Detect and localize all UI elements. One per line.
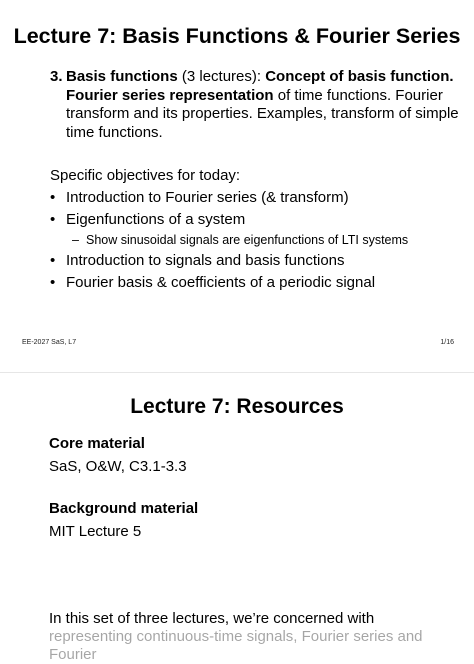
- slide-2: [0, 373, 474, 663]
- topic-bold-1: Basis functions: [66, 68, 178, 85]
- intro-line-1: In this set of three lectures, we’re concerned with: [49, 610, 375, 627]
- background-material-heading: Background material: [49, 500, 199, 517]
- objectives-section: [50, 166, 460, 293]
- list-item: [50, 188, 460, 208]
- bullet-icon: •: [50, 211, 56, 228]
- bullet-text: Introduction to Fourier series (& transform): [66, 189, 349, 206]
- core-material-text: SaS, O&W, C3.1-3.3: [49, 458, 187, 475]
- bullet-text: Introduction to signals and basis functions: [66, 252, 345, 269]
- bullet-icon: •: [50, 252, 56, 269]
- core-material-heading: Core material: [49, 435, 145, 452]
- intro-paragraph: [49, 610, 469, 664]
- topic-text: [66, 68, 460, 142]
- footer-course: EE-2027 SaS, L7: [22, 339, 77, 346]
- topic-bold-2: Concept of basis function. Fourier series representation: [66, 68, 454, 104]
- bullet-icon: •: [50, 189, 56, 206]
- bullet-icon: •: [50, 274, 56, 291]
- bullet-text: Fourier basis & coefficients of a periodic signal: [66, 274, 376, 291]
- bullet-text: Eigenfunctions of a system: [66, 211, 246, 228]
- objectives-heading: Specific objectives for today:: [50, 167, 241, 184]
- topic-normal-1: (3 lectures):: [177, 68, 266, 85]
- footer-page-number: 1/16: [440, 339, 454, 346]
- list-item: [50, 210, 460, 230]
- slide-title: Lecture 7: Resources: [130, 395, 344, 418]
- list-item: [50, 251, 460, 271]
- sub-list-item: [50, 232, 460, 249]
- sub-bullet-text: Show sinusoidal signals are eigenfunctions of LTI systems: [86, 233, 409, 247]
- slide-title: Lecture 7: Basis Functions & Fourier Series: [13, 24, 461, 48]
- dash-icon: –: [72, 233, 79, 247]
- intro-line-2: representing continuous-time signals, Fourier series and Fourier: [49, 628, 423, 663]
- background-material-text: MIT Lecture 5: [49, 523, 142, 540]
- topic-number: 3.: [50, 68, 63, 85]
- topic-description: [50, 68, 460, 142]
- list-item: [50, 273, 460, 293]
- objectives-list: [50, 188, 460, 293]
- topic-normal-2: of time functions. Fourier transform and its properties. Examples, transform of simple time functions.: [66, 86, 459, 141]
